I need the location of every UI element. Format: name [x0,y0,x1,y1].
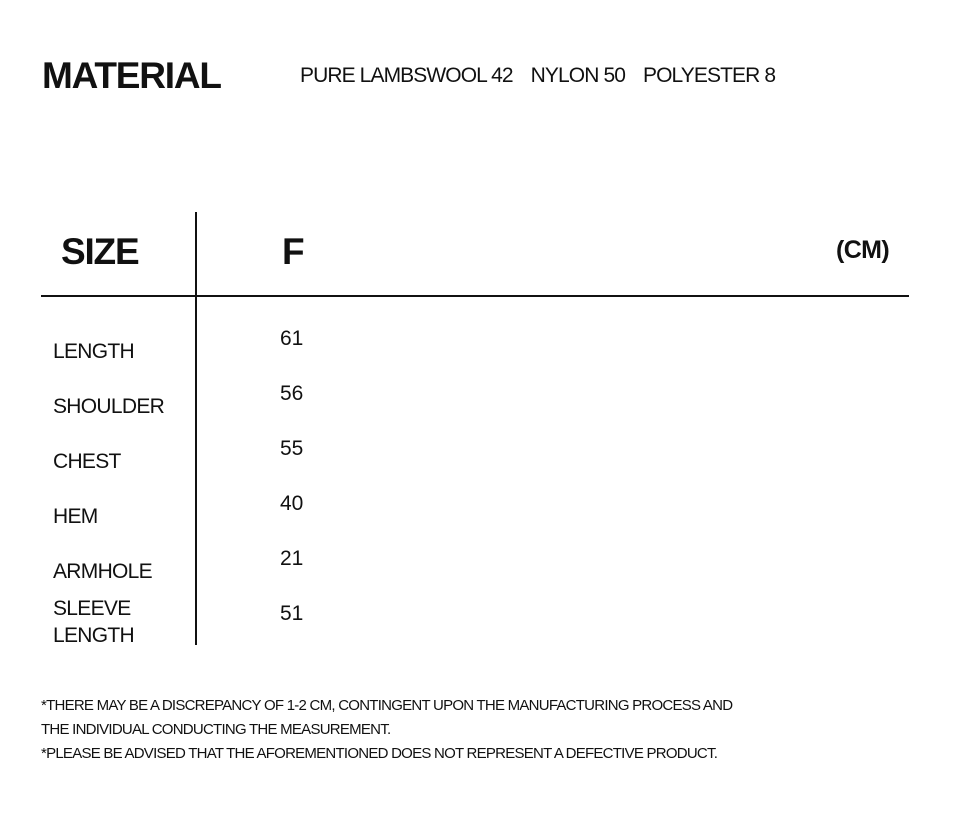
table-row [0,597,972,657]
table-row [0,327,972,382]
table-row [0,492,972,547]
note-line: THE INDIVIDUAL CONDUCTING THE MEASUREMENT. [41,721,391,738]
table-row [0,437,972,492]
size-header-label: SIZE [61,231,139,272]
measurement-label: CHEST [53,450,121,473]
unit-label: (CM) [836,236,890,264]
measurement-value: 21 [280,547,304,570]
measurement-value: 40 [280,492,304,515]
material-item: PURE LAMBSWOOL 42 [300,64,513,87]
material-title: MATERIAL [42,55,221,96]
measurement-label: SHOULDER [53,395,165,418]
material-item: NYLON 50 [530,64,626,87]
measurement-label: HEM [53,505,98,528]
measurement-notes [41,694,941,766]
measurement-value: 61 [280,327,304,350]
table-row [0,382,972,437]
measurement-label: SLEEVE LENGTH [53,597,134,647]
measurement-label: ARMHOLE [53,560,152,583]
measurement-value: 56 [280,382,304,405]
table-row [0,547,972,602]
note-line: *PLEASE BE ADVISED THAT THE AFOREMENTIONED DOES NOT REPRESENT A DEFECTIVE PRODUCT. [41,745,718,762]
size-column-header: F [282,231,305,272]
note-line: *THERE MAY BE A DISCREPANCY OF 1-2 CM, CONTINGENT UPON THE MANUFACTURING PROCESS AND [41,697,733,714]
measurement-value: 55 [280,437,304,460]
material-item: POLYESTER 8 [643,64,776,87]
measurement-value: 51 [280,602,304,625]
measurement-label: LENGTH [53,340,134,363]
